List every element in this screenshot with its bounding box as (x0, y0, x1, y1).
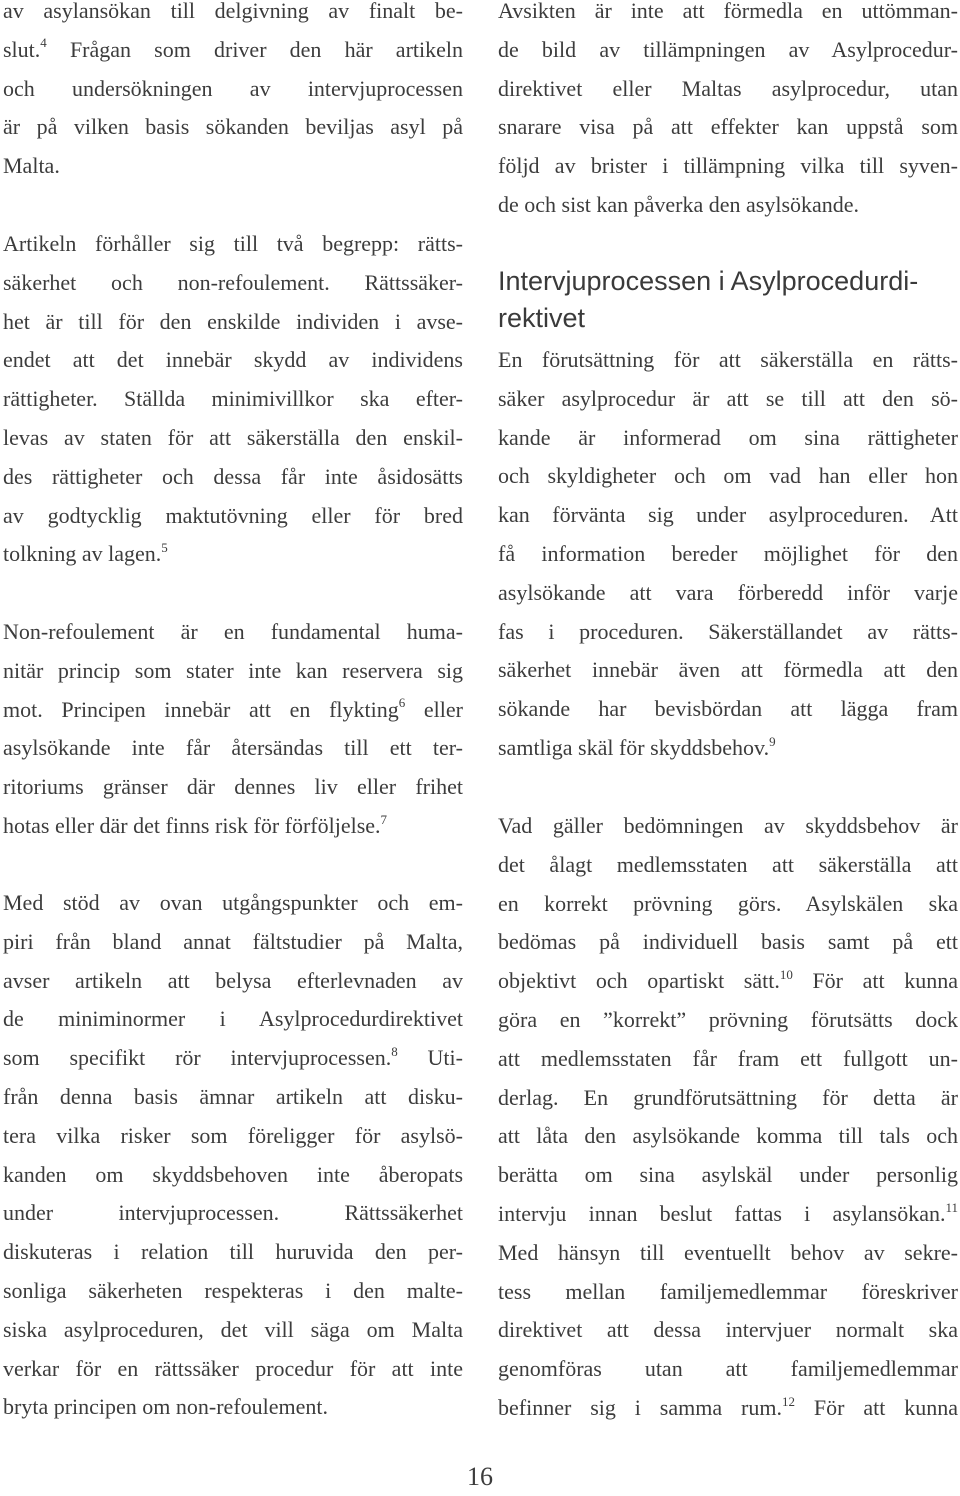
text-line: genomföras utan att familjemedlemmar (498, 1356, 958, 1382)
text-line: samtliga skäl för skyddsbehov.$^9$ (498, 733, 776, 760)
text-line: avser artikeln att belysa efterlevnaden av (3, 967, 463, 993)
text-line: under intervjuprocessen. Rättssäkerhet (3, 1200, 463, 1226)
footnote-ref[interactable]: 10 (779, 966, 793, 982)
footnote-ref[interactable]: 4 (40, 35, 47, 51)
text-line: säkerhet och non-refoulement. Rättssäker- (3, 269, 463, 295)
text-line: verkar för en rättssäker procedur för att inte (3, 1355, 463, 1381)
text-line: tera vilka risker som föreligger för asylsö- (3, 1122, 463, 1148)
footnote-ref[interactable]: 12 (781, 1393, 795, 1409)
footnote-ref[interactable]: 9 (769, 733, 776, 749)
text-line: kan förvänta sig under asylproceduren. Att (498, 502, 958, 528)
text-line: piri från bland annat fältstudier på Malta, (3, 928, 463, 954)
footnote-ref[interactable]: 11 (945, 1199, 958, 1215)
text-line: berätta om sina asylskäl under personlig (498, 1162, 958, 1188)
text-line: av godtycklig maktutövning eller för bred (3, 502, 463, 528)
text-line: hotas eller där det finns risk för förföljelse.$^7$ (3, 811, 388, 838)
footnote-ref[interactable]: 5 (161, 540, 168, 556)
text-line: en korrekt prövning görs. Asylskälen ska (498, 890, 958, 916)
text-line: Avsikten är inte att förmedla en uttömman- (498, 0, 958, 23)
text-line: är på vilken basis sökanden beviljas asyl på (3, 114, 463, 140)
page-number: 16 (467, 1462, 493, 1491)
text-line: slut.$^4$ Frågan som driver den här artikeln (3, 35, 463, 62)
text-line: kande är informerad om sina rättigheter (498, 424, 958, 450)
text-line: och undersökningen av intervjuprocessen (3, 75, 463, 101)
text-line: de bild av tillämpningen av Asylprocedur- (498, 36, 958, 62)
text-line: kanden om skyddsbehoven inte åberopats (3, 1161, 463, 1187)
text-line: ritoriums gränser där dennes liv eller frihet (3, 774, 463, 800)
text-line: det ålagt medlemsstaten att säkerställa att (498, 851, 958, 877)
text-line: fas i proceduren. Säkerställandet av rätts- (498, 618, 958, 644)
paragraph-non-refoulement (3, 613, 463, 846)
text-line: snarare visa på att effekter kan uppstå som (498, 114, 958, 140)
text-line: följd av brister i tillämpning vilka till syven- (498, 153, 958, 179)
text-line: sonliga säkerheten respekteras i den malte- (3, 1277, 463, 1303)
text-line: En förutsättning för att säkerställa en rätts- (498, 347, 958, 372)
footnote-ref[interactable]: 6 (398, 695, 406, 711)
section-heading (498, 263, 958, 337)
text-line: säkerhet innebär även att förmedla att den (498, 657, 958, 683)
text-line: asylsökande att vara förberedd inför varje (498, 579, 958, 605)
text-line: att medlemsstaten får fram ett fullgott un- (498, 1045, 958, 1071)
text-line: de och sist kan påverka den asylsökande. (498, 191, 860, 217)
paragraph-intro-continuation (3, 0, 463, 186)
text-line: objektivt och opartiskt sätt.$^{10}$ För att kunna (498, 966, 958, 994)
heading-line: Intervjuprocessen i Asylprocedurdi- (498, 266, 919, 296)
text-line: asylsökande inte får återsändas till ett ter- (3, 735, 463, 761)
text-line: derlag. En grundförutsättning för detta är (498, 1084, 958, 1110)
text-line: från denna basis ämnar artikeln att disku- (3, 1083, 463, 1109)
text-line: och skyldigheter och om vad han eller hon (498, 463, 958, 489)
text-line: Non-refoulement är en fundamental huma- (3, 619, 463, 644)
text-line: Med hänsyn till eventuellt behov av sekre- (498, 1239, 958, 1265)
text-line: intervju innan beslut fattas i asylansökan.$^{11}$ (498, 1199, 958, 1226)
text-line: säker asylprocedur är att se till att den sö- (498, 385, 958, 411)
text-line: få information bereder möjlighet för den (498, 540, 958, 566)
text-line: nitär princip som stater inte kan reservera sig (3, 657, 463, 683)
text-line: tolkning av lagen.$^5$ (3, 540, 168, 567)
text-line: mot. Principen innebär att en flykting$^6$ eller (3, 695, 463, 722)
text-line: des rättigheter och dessa får inte åsidosätts (3, 463, 463, 489)
text-line: Artikeln förhåller sig till två begrepp: rätts- (3, 231, 463, 256)
footnote-ref[interactable]: 7 (380, 811, 388, 827)
text-line: att låta den asylsökande komma till tals och (498, 1123, 958, 1149)
paragraph-concepts (3, 225, 463, 574)
text-line: diskuteras i relation till huruvida den per- (3, 1239, 463, 1265)
text-line: direktivet att dessa intervjuer normalt ska (498, 1317, 958, 1343)
text-line: het är till för den enskilde individen i avse- (3, 308, 463, 334)
heading-line: rektivet (498, 303, 586, 333)
paragraph-purpose (3, 884, 463, 1427)
text-line: av asylansökan till delgivning av finalt be- (3, 0, 463, 23)
footnote-ref[interactable]: 8 (391, 1043, 398, 1059)
paragraph-intent (498, 0, 958, 225)
text-line: direktivet eller Maltas asylprocedur, utan (498, 75, 958, 101)
text-line: som specifikt rör intervjuprocessen.$^8$ Uti- (3, 1043, 463, 1071)
text-line: levas av staten för att säkerställa den enskil- (3, 424, 463, 450)
paragraph-assessment (498, 807, 958, 1428)
text-line: Malta. (3, 153, 60, 179)
text-line: tess mellan familjemedlemmar föreskriver (498, 1278, 958, 1304)
text-line: befinner sig i samma rum.$^{12}$ För att kunna (498, 1393, 958, 1420)
text-line: siska asylproceduren, det vill säga om Malta (3, 1316, 463, 1342)
text-line: rättigheter. Ställda minimivillkor ska efter- (3, 386, 463, 412)
text-line: göra en ”korrekt” prövning förutsätts dock (498, 1006, 958, 1032)
text-line: bedömas på individuell basis samt på ett (498, 929, 958, 955)
text-line: sökande har bevisbördan att lägga fram (498, 696, 958, 722)
text-line: Med stöd av ovan utgångspunkter och em- (3, 890, 463, 915)
text-line: Vad gäller bedömningen av skyddsbehov är (498, 813, 958, 838)
paragraph-information (498, 341, 958, 768)
text-line: bryta principen om non-refoulement. (3, 1394, 329, 1420)
text-line: endet att det innebär skydd av individens (3, 347, 463, 373)
text-line: de miniminormer i Asylprocedurdirektivet (3, 1006, 463, 1032)
